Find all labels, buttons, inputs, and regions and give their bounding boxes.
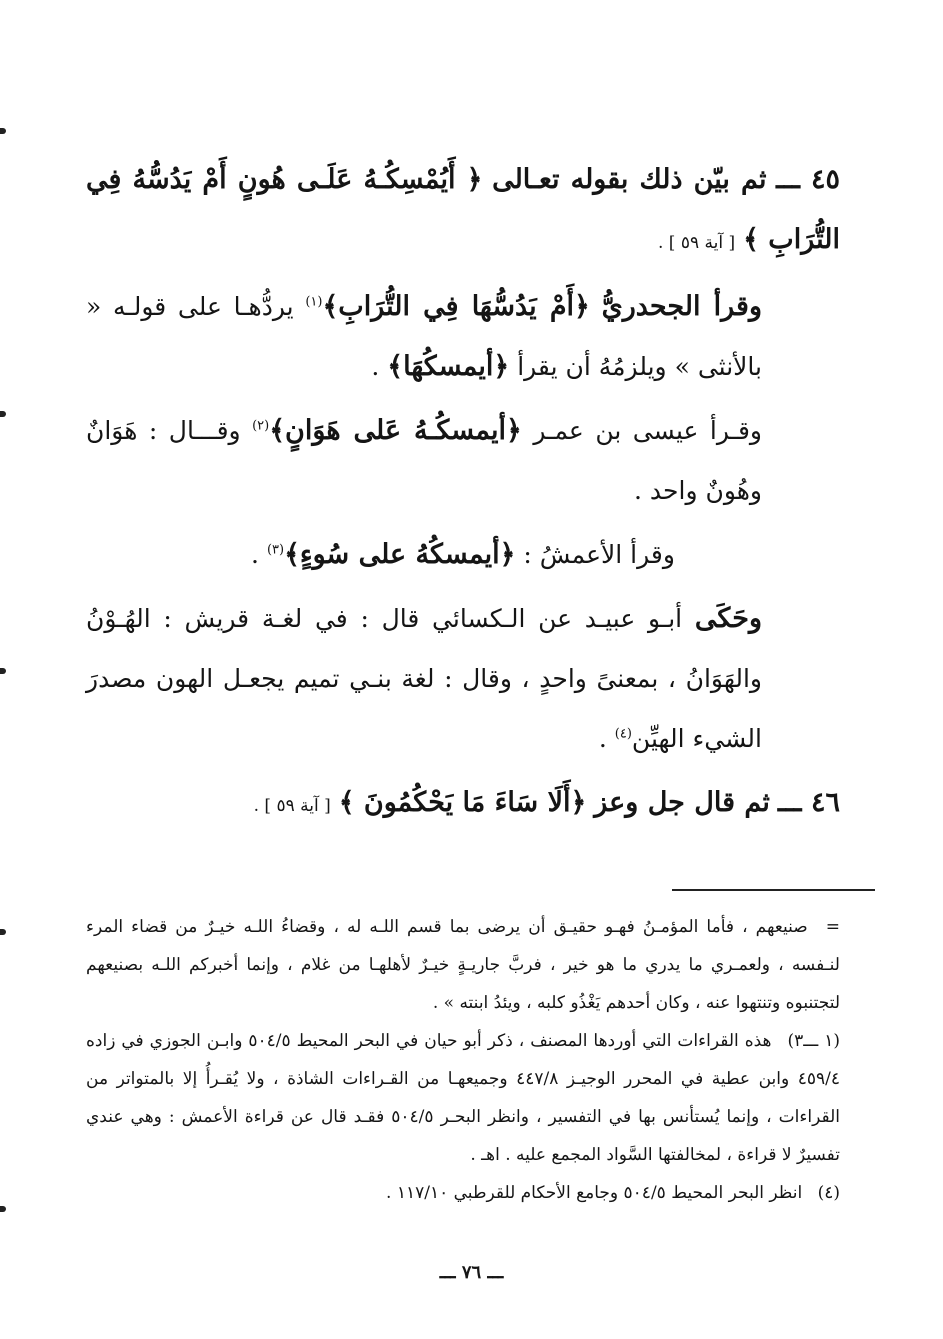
quran-reading: ﴿أَمْ يَدُسُّهَا فِي التُّرَابِ﴾ [322, 291, 590, 322]
reader-name: وقـرأ عيسى بن عمـر [533, 416, 762, 445]
quran-verse: ﴿ أَيُمْسِكُـهُ عَلَـى هُونٍ أَمْ يَدُسُّهُ فِي التُّرَابِ ﴾ [86, 164, 840, 255]
entry-number: ٤٥ ـــ [776, 164, 840, 195]
reader-name: وقرأ الأعمشُ : [523, 540, 675, 569]
paragraph-amash [86, 525, 840, 585]
entry-intro: ثم قال جل وعز [594, 787, 770, 818]
page-edge-mark [0, 929, 6, 935]
paragraph-lead: وحَكَى [694, 603, 762, 634]
entry-number: ٤٦ ـــ [777, 787, 840, 818]
paragraph-jahdari [86, 277, 840, 397]
page-edge-mark [0, 668, 6, 674]
verse-reference: [ آية ٥٩ ] . [253, 796, 331, 816]
footnote-text: انظر البحر المحيط ٥٠٤/٥ وجامع الأحكام للقرطبي ١١٧/١٠ . [386, 1183, 803, 1203]
footnote-1-3 [86, 1022, 840, 1174]
page-edge-mark [0, 411, 6, 417]
footnote-ref: (٢) [252, 418, 270, 434]
main-text [86, 150, 840, 840]
footnotes [86, 908, 840, 1212]
paragraph-text: وقـــال : هَوَانٌ وهُونٌ واحد . [86, 416, 762, 505]
quran-reading: ﴿أيمسكُهَا﴾ [387, 351, 510, 382]
paragraph-end: . [371, 352, 380, 381]
page-edge-mark [0, 128, 6, 134]
paragraph-45 [86, 150, 840, 273]
paragraph-46 [86, 773, 840, 836]
footnote-ref: (١) [305, 294, 323, 310]
quran-reading: ﴿أيمسكُهُ على سُوءٍ﴾ [284, 539, 516, 570]
paragraph-text: يردُّهـا على قولـه « بالأنثى » ويلزمُهُ أن يقرأ [86, 292, 762, 381]
footnote-text: صنيعهم ، فأما المؤمـنُ فهـو حقيـق أن يرضى بما قسم اللـه له ، وقضاءُ اللـه خيـرٌ من قضاء المرء لنـفسه ، ولعمـري ما يدري ما هو خير ، فربَّ جاريـةٍ خيـرٌ لأهلهـا من غلام ، وإنما أخبركم اللـه بصنيعهم لتجتنبوه وتنتهوا عنه ، وكان أحدهم يَغْذُو كلبه ، ويئدُ ابنته » . [86, 917, 840, 1013]
paragraph-end: . [251, 540, 259, 569]
paragraph-end: . [598, 724, 607, 753]
page-edge-mark [0, 1206, 6, 1212]
paragraph-text: أبـو عبيـد عن الـكسائي قال : في لغـة قريش : الهُـوْنُ والهَوَانُ ، بمعنىً واحدٍ ، وقال : لغة بنـي تميم يجعـل الهون مصدرَ الشيء الهيِّن [86, 604, 762, 753]
footnote-text: هذه القراءات التي أوردها المصنف ، ذكر أبو حيان في البحر المحيط ٥٠٤/٥ وابـن الجوزي في زاده ٤٥٩/٤ وابن عطية في المحرر الوجيـز ٤٤٧/٨ وجميعهـا من القـراءات الشاذة ، ولا يُقـرأُ إلا بالمتواتر من القراءات ، وإنما يُستأنس بها في التفسير ، وانظر البحـر ٥٠٤/٥ فقـد قال عن قراءة الأعمش : وهي عندي تفسيرٌ لا قراءة ، لمخالفتها السَّواد المجمع عليه . اهـ . [86, 1031, 841, 1165]
footnote-ref: (٤) [614, 726, 632, 742]
paragraph-isa [86, 401, 840, 521]
verse-reference: [ آية ٥٩ ] . [658, 233, 736, 253]
page-number: ـــ ٧٦ ـــ [439, 1262, 504, 1283]
footnote-marker: (١ ـــ٣) [787, 1031, 840, 1051]
footnote-divider [672, 889, 875, 891]
quran-reading: ﴿أيمسكُـهُ عَلى هَوَانٍ﴾ [269, 415, 522, 446]
footnote-marker: = [825, 917, 840, 937]
footnote-ref: (٣) [266, 542, 285, 558]
entry-intro: ثم بيّن ذلك بقوله تعـالى [492, 164, 767, 195]
footnote-continuation [86, 908, 840, 1022]
reader-name: وقرأ الجحدريُّ [601, 291, 762, 322]
footnote-4 [86, 1174, 840, 1212]
quran-verse: ﴿أَلَا سَاءَ مَا يَحْكُمُونَ ﴾ [338, 787, 587, 818]
paragraph-kisai [86, 589, 840, 769]
footnote-marker: (٤) [817, 1183, 840, 1203]
